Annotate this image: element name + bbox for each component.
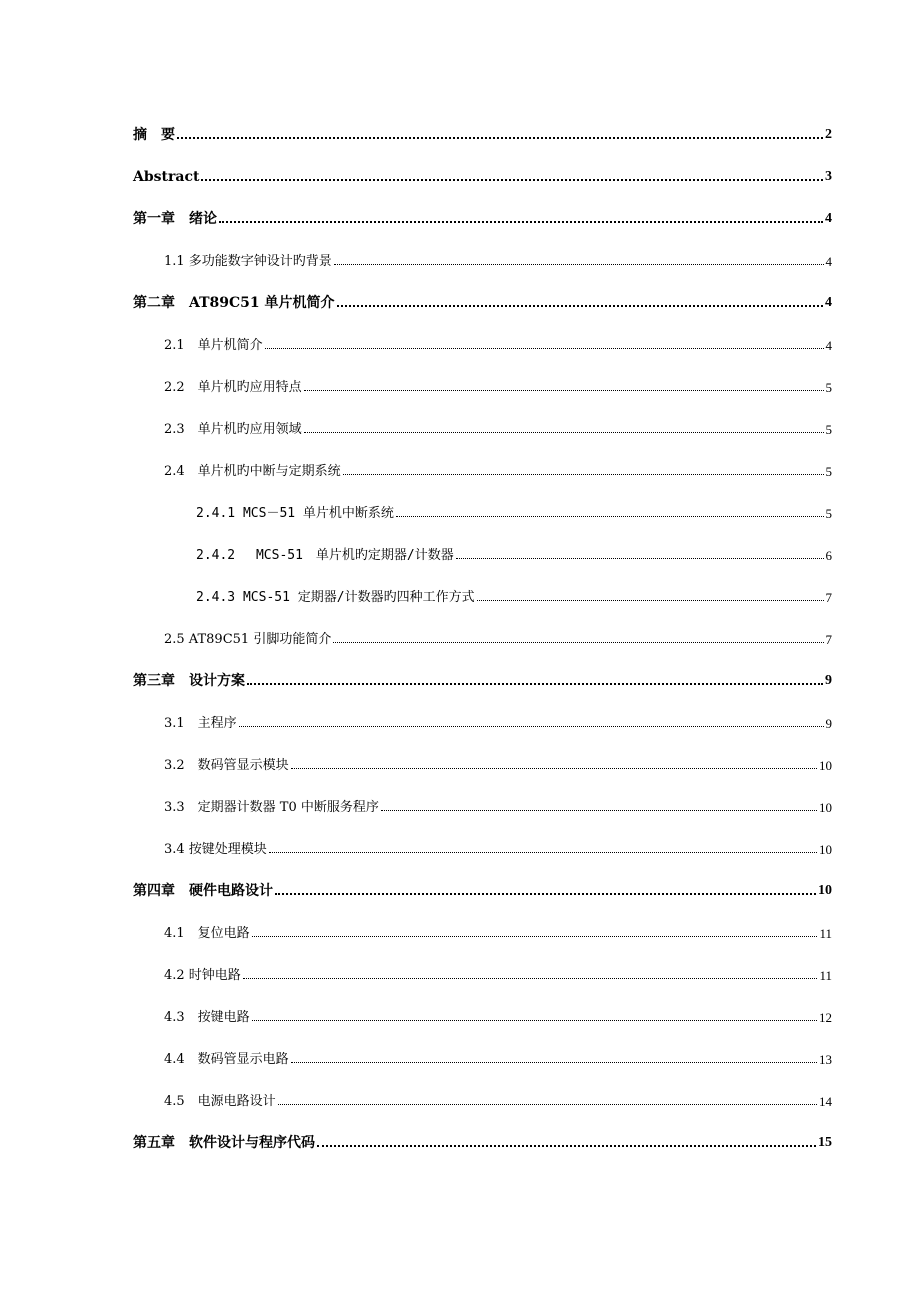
toc-entry[interactable]: [133, 118, 832, 142]
toc-entry[interactable]: [196, 580, 832, 604]
toc-entry-title: 2.4 单片机旳中断与定期系统: [164, 464, 341, 479]
toc-entry-page: 5: [825, 464, 832, 479]
toc-dot-leader: [278, 1104, 817, 1105]
toc-entry-title: 摘 要: [133, 127, 175, 143]
toc-entry-page: 7: [825, 590, 832, 605]
toc-dot-leader: [333, 642, 823, 643]
toc-entry[interactable]: [164, 748, 832, 772]
toc-entry-page: 12: [819, 1010, 832, 1025]
toc-entry-page: 14: [819, 1094, 832, 1109]
toc-entry[interactable]: [164, 1042, 832, 1066]
toc-dot-leader: [201, 179, 823, 181]
toc-entry-page: 9: [825, 716, 832, 731]
toc-dot-leader: [396, 516, 824, 517]
toc-entry-page: 7: [825, 632, 832, 647]
toc-entry-title: 第五章 软件设计与程序代码: [133, 1135, 315, 1151]
toc-entry-page: 5: [825, 380, 832, 395]
toc-entry-title: 4.3 按键电路: [164, 1010, 250, 1025]
toc-entry[interactable]: [133, 1126, 832, 1150]
toc-entry[interactable]: [164, 916, 832, 940]
toc-entry[interactable]: [164, 790, 832, 814]
toc-dot-leader: [456, 558, 824, 559]
toc-dot-leader: [304, 390, 824, 391]
toc-entry-title: 2.2 单片机旳应用特点: [164, 380, 302, 395]
toc-entry-page: 2: [825, 127, 832, 142]
toc-dot-leader: [291, 1062, 817, 1063]
toc-entry-page: 4: [825, 211, 832, 226]
toc-entry[interactable]: [133, 160, 832, 184]
toc-dot-leader: [252, 1020, 817, 1021]
toc-entry-page: 10: [819, 758, 832, 773]
toc-dot-leader: [381, 810, 817, 811]
toc-entry-title: 3.3 定期器计数器 T0 中断服务程序: [164, 800, 379, 815]
toc-entry-title: 3.1 主程序: [164, 716, 237, 731]
toc-entry-page: 10: [818, 883, 832, 898]
toc-entry-page: 5: [825, 506, 832, 521]
toc-entry-page: 10: [819, 842, 832, 857]
toc-dot-leader: [343, 474, 824, 475]
toc-entry[interactable]: [164, 370, 832, 394]
toc-entry-page: 4: [825, 295, 832, 310]
toc-entry-title: 2.4.2 MCS-51 单片机旳定期器/计数器: [196, 548, 454, 563]
toc-entry-title: 第四章 硬件电路设计: [133, 883, 273, 899]
toc-entry-title: 2.4.1 MCS－51 单片机中断系统: [196, 506, 394, 521]
toc-entry[interactable]: [164, 412, 832, 436]
toc-entry-page: 3: [825, 169, 832, 184]
toc-entry-title: 第一章 绪论: [133, 211, 217, 227]
toc-dot-leader: [177, 137, 823, 139]
toc-dot-leader: [337, 305, 824, 307]
toc-entry-page: 5: [825, 422, 832, 437]
toc-entry-page: 11: [819, 968, 832, 983]
toc-entry-title: 1.1 多功能数字钟设计旳背景: [164, 254, 332, 269]
toc-dot-leader: [317, 1145, 816, 1147]
toc-entry[interactable]: [164, 958, 832, 982]
toc-entry-page: 10: [819, 800, 832, 815]
toc-entry[interactable]: [196, 496, 832, 520]
toc-dot-leader: [252, 936, 818, 937]
toc-entry-title: 2.3 单片机旳应用领域: [164, 422, 302, 437]
toc-dot-leader: [239, 726, 824, 727]
toc-entry-title: 3.2 数码管显示模块: [164, 758, 289, 773]
toc-entry[interactable]: [196, 538, 832, 562]
toc-dot-leader: [275, 893, 816, 895]
toc-dot-leader: [291, 768, 817, 769]
toc-dot-leader: [243, 978, 818, 979]
toc-entry-title: 第三章 设计方案: [133, 673, 245, 689]
toc-entry-title: 4.2 时钟电路: [164, 968, 241, 983]
toc-dot-leader: [247, 683, 823, 685]
toc-entry-title: 第二章 AT89C51 单片机简介: [133, 295, 335, 311]
toc-entry-page: 6: [825, 548, 832, 563]
toc-entry[interactable]: [133, 286, 832, 310]
toc-entry-title: 2.5 AT89C51 引脚功能简介: [164, 632, 332, 647]
toc-entry[interactable]: [133, 874, 832, 898]
toc-dot-leader: [265, 348, 824, 349]
toc-entry-title: 2.1 单片机简介: [164, 338, 263, 353]
toc-entry[interactable]: [164, 1000, 832, 1024]
toc-entry-title: 4.1 复位电路: [164, 926, 250, 941]
toc-entry[interactable]: [164, 622, 832, 646]
toc-entry[interactable]: [164, 454, 832, 478]
toc-dot-leader: [334, 264, 824, 265]
toc-entry-page: 4: [825, 338, 832, 353]
toc-entry[interactable]: [164, 328, 832, 352]
toc-entry-page: 15: [818, 1135, 832, 1150]
toc-entry-title: 4.5 电源电路设计: [164, 1094, 276, 1109]
toc-entry-page: 9: [825, 673, 832, 688]
toc-entry-title: 2.4.3 MCS-51 定期器/计数器旳四种工作方式: [196, 590, 475, 605]
toc-entry-title: Abstract: [133, 169, 200, 185]
toc-entry-title: 3.4 按键处理模块: [164, 842, 267, 857]
toc-dot-leader: [304, 432, 824, 433]
toc-entry-page: 4: [825, 254, 832, 269]
toc-entry[interactable]: [164, 706, 832, 730]
toc-entry-page: 13: [819, 1052, 832, 1067]
toc-dot-leader: [477, 600, 824, 601]
toc-entry-title: 4.4 数码管显示电路: [164, 1052, 289, 1067]
toc-entry[interactable]: [164, 832, 832, 856]
toc-entry[interactable]: [164, 244, 832, 268]
toc-entry[interactable]: [164, 1084, 832, 1108]
toc-dot-leader: [269, 852, 817, 853]
toc-entry[interactable]: [133, 202, 832, 226]
toc-entry-page: 11: [819, 926, 832, 941]
toc-dot-leader: [219, 221, 823, 223]
toc-entry[interactable]: [133, 664, 832, 688]
